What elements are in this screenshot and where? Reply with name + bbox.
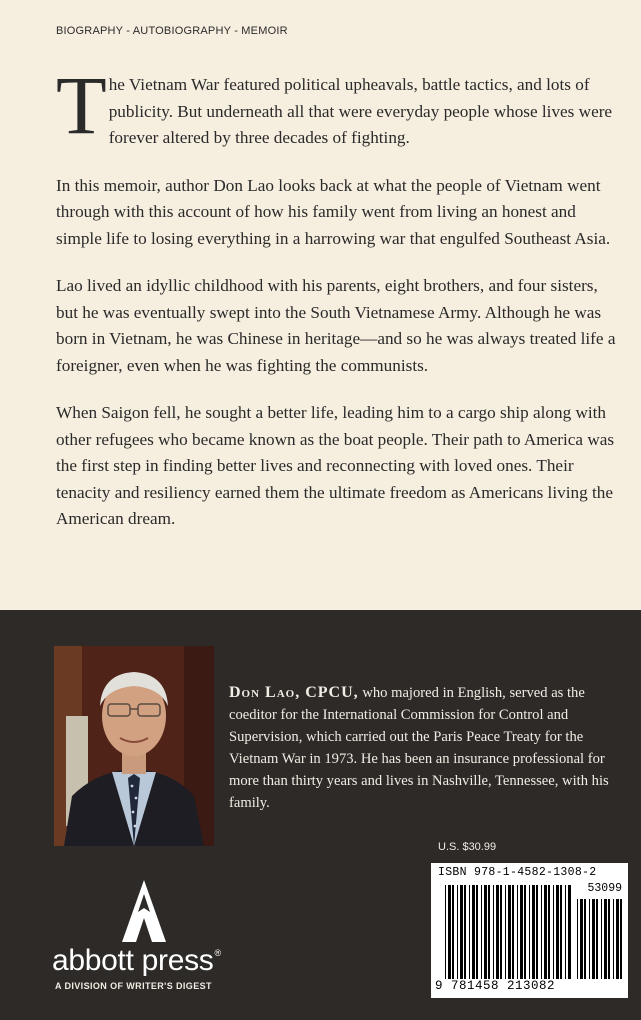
blurb-paragraph: The Vietnam War featured political upheavals, battle tactics, and lots of publicity. But underneath all that were everyday people whose lives were forever altered by three decades of fighting. <box>56 59 613 151</box>
drop-cap: T <box>56 59 107 151</box>
blurb-paragraph: In this memoir, author Don Lao looks back at what the people of Vietnam went through with this account of how his family went from living an honest and simple life to losing everything in a harrowing war that engulfed Southeast Asia. <box>56 175 611 248</box>
author-name: Don Lao, CPCU, <box>229 684 359 701</box>
price-label: U.S. $30.99 <box>438 841 497 853</box>
author-portrait-image <box>54 646 214 846</box>
publisher-name: abbott press® <box>52 944 221 977</box>
blurb-paragraph: When Saigon fell, he sought a better life, leading him to a cargo ship along with other refugees who became known as the boat people. Their path to America was the first step in finding better lives and reconnecting with loved ones. Their tenacity and resiliency earned them the ultimate freedom as Americans living the American dream. <box>56 403 615 528</box>
publisher-tagline: A DIVISION OF WRITER'S DIGEST <box>55 981 212 991</box>
ean-digits: 9 781458 213082 <box>435 979 556 993</box>
isbn-number: ISBN 978-1-4582-1308-2 <box>438 866 597 879</box>
isbn-barcode <box>431 863 628 998</box>
author-panel <box>0 610 641 1020</box>
genre-label: BIOGRAPHY - AUTOBIOGRAPHY - MEMOIR <box>56 25 288 37</box>
mountain-a-icon <box>122 880 166 942</box>
blurb-paragraph: Lao lived an idyllic childhood with his parents, eight brothers, and four sisters, but he was eventually swept into the South Vietnamese Army. Although he was born in Vietnam, he was Chinese in heritage—and so he was always treated life a foreigner, even when he was fighting the communists. <box>56 276 616 375</box>
author-photo <box>54 646 214 846</box>
blurb-text <box>56 59 616 554</box>
author-bio: Don Lao, CPCU, who majored in English, served as the coeditor for the International Commission for Control and Supervision, which carried out the Paris Peace Treaty for the Vietnam War in 1973. He has been an insurance professional for more than thirty years and lives in Nashville, Tennessee, with his family. <box>229 684 609 811</box>
price-addon-code: 53099 <box>587 882 622 895</box>
